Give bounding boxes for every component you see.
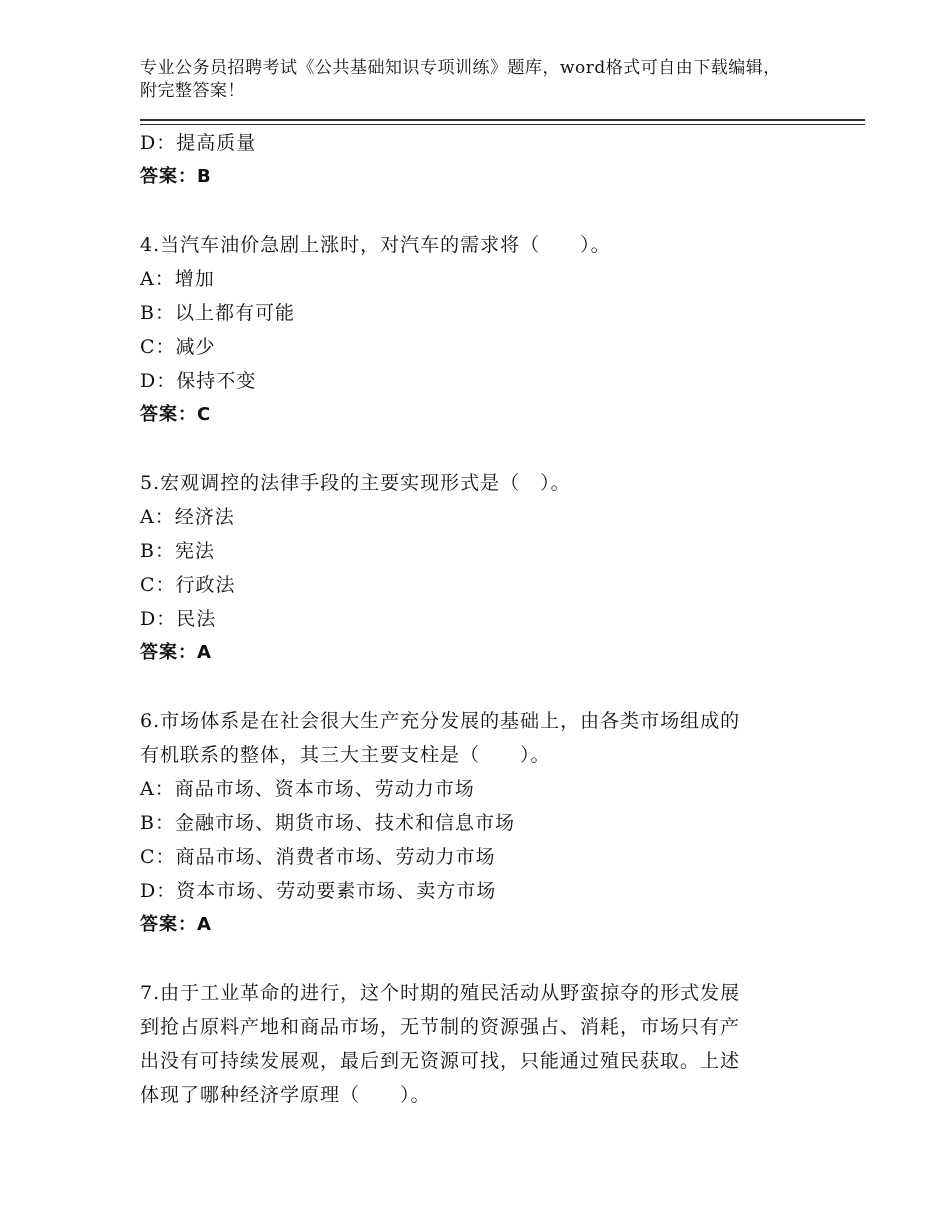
spacer (140, 670, 800, 704)
spacer (140, 942, 800, 976)
option-d: D：资本市场、劳动要素市场、卖方市场 (140, 880, 497, 902)
question-text-line: 到抢占原料产地和商品市场，无节制的资源强占、消耗，市场只有产 (140, 1016, 741, 1038)
option-a: A：增加 (140, 268, 215, 290)
question-3 (140, 126, 800, 194)
question-7 (140, 976, 800, 1112)
spacer (140, 194, 800, 228)
option-b: B：金融市场、期货市场、技术和信息市场 (140, 812, 515, 834)
page-header (140, 57, 790, 103)
question-4 (140, 228, 800, 432)
answer: 答案：C (140, 404, 212, 425)
question-text-line: 7.由于工业革命的进行，这个时期的殖民活动从野蛮掠夺的形式发展 (140, 982, 741, 1004)
option-d: D：提高质量 (140, 132, 257, 154)
header-rule-thick (140, 119, 865, 121)
question-text-line: 出没有可持续发展观，最后到无资源可找，只能通过殖民获取。上述 (140, 1050, 741, 1072)
option-c: C：行政法 (140, 574, 236, 596)
option-a: A：商品市场、资本市场、劳动力市场 (140, 778, 475, 800)
header-text: 专业公务员招聘考试《公共基础知识专项训练》题库，word格式可自由下载编辑，附完整答案！ (140, 58, 781, 101)
answer: 答案：B (140, 166, 212, 187)
header-rule-thin (140, 124, 865, 125)
question-text-line: 体现了哪种经济学原理（ ）。 (140, 1084, 431, 1106)
question-list (140, 126, 800, 1112)
option-d: D：民法 (140, 608, 217, 630)
option-b: B：以上都有可能 (140, 302, 295, 324)
option-c: C：减少 (140, 336, 216, 358)
question-5 (140, 466, 800, 670)
question-text: 5.宏观调控的法律手段的主要实现形式是（ ）。 (140, 472, 571, 494)
option-d: D：保持不变 (140, 370, 257, 392)
option-b: B：宪法 (140, 540, 215, 562)
question-6 (140, 704, 800, 942)
spacer (140, 432, 800, 466)
question-text: 4.当汽车油价急剧上涨时，对汽车的需求将（ ）。 (140, 234, 611, 256)
option-c: C：商品市场、消费者市场、劳动力市场 (140, 846, 496, 868)
answer: 答案：A (140, 642, 212, 663)
answer: 答案：A (140, 914, 212, 935)
question-text-line: 6.市场体系是在社会很大生产充分发展的基础上，由各类市场组成的 (140, 710, 741, 732)
option-a: A：经济法 (140, 506, 235, 528)
question-text-line: 有机联系的整体，其三大主要支柱是（ ）。 (140, 744, 551, 766)
